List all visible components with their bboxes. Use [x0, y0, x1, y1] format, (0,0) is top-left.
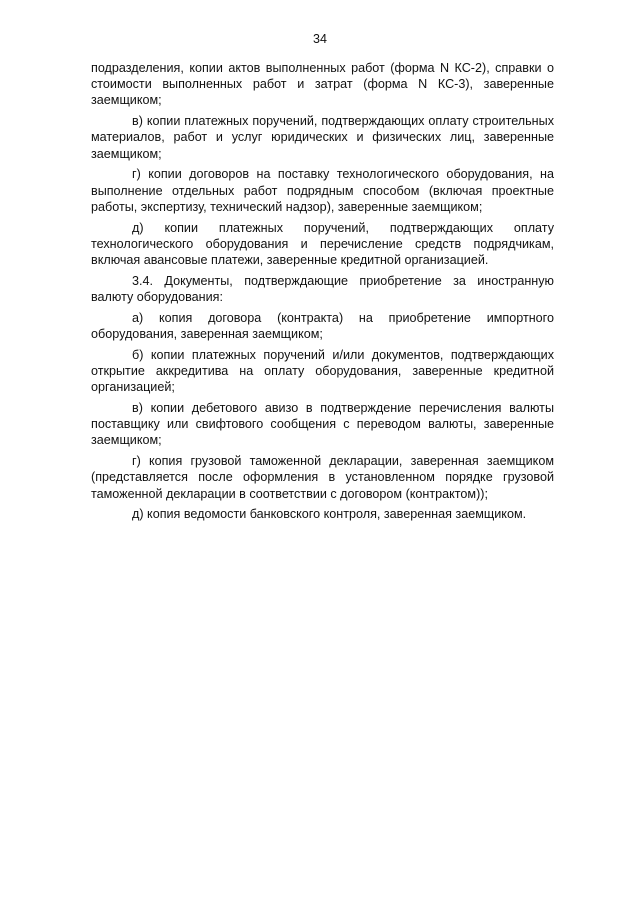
- paragraph-item-v: в) копии платежных поручений, подтверждающих оплату строительных материалов, работ и услуг юридических и физических лиц, заверенные заемщиком;: [91, 114, 554, 161]
- paragraph-item-v-2: в) копии дебетового авизо в подтверждение перечисления валюты поставщику или свифтового сообщения с переводом валюты, заверенные заемщиком;: [91, 401, 554, 448]
- page-number: 34: [313, 32, 327, 46]
- paragraph-item-a: а) копия договора (контракта) на приобретение импортного оборудования, заверенная заемщиком;: [91, 310, 554, 342]
- document-body: [91, 60, 554, 527]
- paragraph-item-d: д) копии платежных поручений, подтверждающих оплату технологического оборудования и перечисление средств подрядчикам, включая авансовые платежи, заверенные кредитной организацией.: [91, 220, 554, 268]
- paragraph-item-b: б) копии платежных поручений и/или документов, подтверждающих открытие аккредитива на оплату оборудования, заверенные кредитной организацией;: [91, 347, 554, 395]
- paragraph-section-3-4: 3.4. Документы, подтверждающие приобретение за иностранную валюту оборудования:: [91, 273, 554, 305]
- paragraph-item-g: г) копии договоров на поставку технологического оборудования, на выполнение отдельных работ подрядным способом (включая проектные работы, экспертизу, технический надзор), заверенные заемщиком;: [91, 167, 554, 214]
- paragraph-item-d-2: д) копия ведомости банковского контроля, заверенная заемщиком.: [132, 507, 527, 522]
- paragraph-item-g-2: г) копия грузовой таможенной декларации, заверенная заемщиком (представляется после оформления в установленном порядке грузовой таможенной декларации в соответствии с договором (контрактом));: [91, 454, 554, 501]
- paragraph-continuation: подразделения, копии актов выполненных работ (форма N КС-2), справки о стоимости выполненных работ и затрат (форма N КС-3), заверенные заемщиком;: [91, 61, 554, 108]
